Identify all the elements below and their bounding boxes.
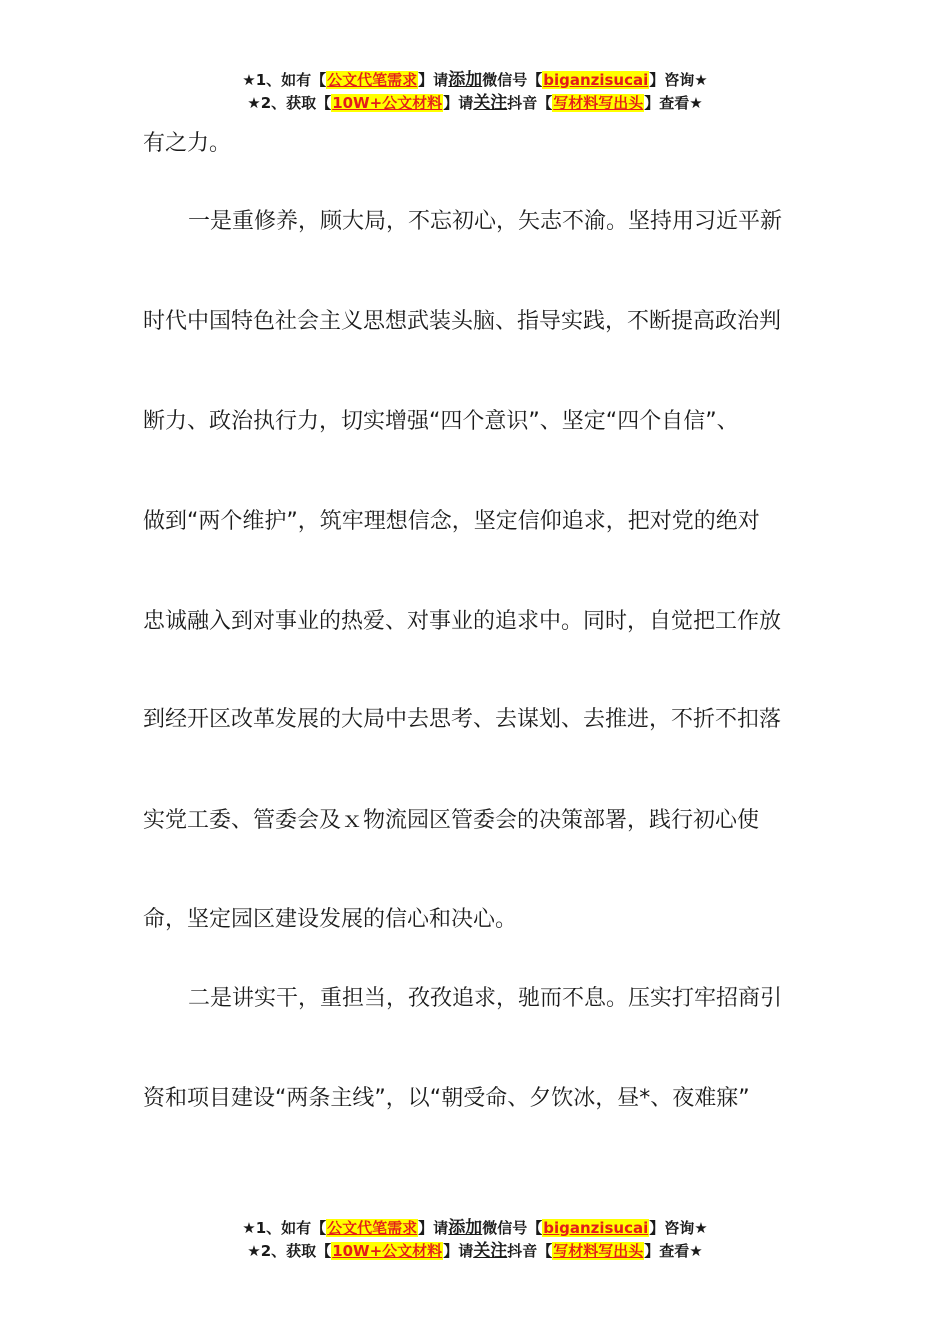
highlight-douyin-id: 写材料写出头 bbox=[553, 94, 644, 112]
banner-text: ★2、获取【 bbox=[247, 1242, 332, 1260]
banner-text: 】咨询★ bbox=[649, 1219, 708, 1237]
paragraph-start-line: 一是重修养，顾大局，不忘初心，矢志不渝。坚持用习近平新 bbox=[188, 209, 783, 234]
footer-banner bbox=[0, 1217, 950, 1263]
highlight-materials: 10W+公文材料 bbox=[332, 94, 443, 112]
highlight-wechat-id: biganzisucai bbox=[543, 1219, 649, 1237]
body-line: 命，坚定园区建设发展的信心和决心。 bbox=[143, 907, 518, 932]
banner-text: 抖音【 bbox=[507, 1242, 553, 1260]
body-line: 到经开区改革发展的大局中去思考、去谋划、去推进，不折不扣落 bbox=[143, 707, 782, 732]
banner-text: ★1、如有【 bbox=[242, 71, 327, 89]
paragraph-start-line: 二是讲实干，重担当，孜孜追求，驰而不息。压实打牢招商引 bbox=[188, 986, 783, 1011]
banner-text: 微信号【 bbox=[482, 71, 543, 89]
banner-text: 】请 bbox=[418, 1219, 449, 1237]
banner-text: ★1、如有【 bbox=[242, 1219, 327, 1237]
highlight-wechat-id: biganzisucai bbox=[543, 71, 649, 89]
emphasis-add: 添加 bbox=[448, 1218, 483, 1238]
body-line: 做到“两个维护”，筑牢理想信念，坚定信仰追求，把对党的绝对 bbox=[143, 509, 760, 534]
body-line: 时代中国特色社会主义思想武装头脑、指导实践，不断提高政治判 bbox=[143, 309, 782, 334]
emphasis-follow: 关注 bbox=[473, 93, 508, 113]
emphasis-follow: 关注 bbox=[473, 1241, 508, 1261]
banner-text: 】请 bbox=[443, 1242, 474, 1260]
banner-line-2 bbox=[0, 1240, 950, 1263]
banner-text: 】查看★ bbox=[644, 94, 703, 112]
body-line: 资和项目建设“两条主线”，以“朝受命、夕饮冰，昼*、夜难寐” bbox=[143, 1086, 750, 1111]
highlight-service: 公文代笔需求 bbox=[327, 71, 418, 89]
highlight-service: 公文代笔需求 bbox=[327, 1219, 418, 1237]
banner-line-2 bbox=[0, 92, 950, 115]
banner-text: 抖音【 bbox=[507, 94, 553, 112]
highlight-douyin-id: 写材料写出头 bbox=[553, 1242, 644, 1260]
emphasis-add: 添加 bbox=[448, 70, 483, 90]
banner-line-1 bbox=[0, 69, 950, 92]
banner-line-1 bbox=[0, 1217, 950, 1240]
banner-text: 】咨询★ bbox=[649, 71, 708, 89]
banner-text: ★2、获取【 bbox=[247, 94, 332, 112]
body-line: 实党工委、管委会及ｘ物流园区管委会的决策部署，践行初心使 bbox=[143, 808, 760, 833]
highlight-materials: 10W+公文材料 bbox=[332, 1242, 443, 1260]
body-line: 断力、政治执行力，切实增强“四个意识”、坚定“四个自信”、 bbox=[143, 409, 739, 434]
body-line: 有之力。 bbox=[143, 131, 232, 156]
body-line: 忠诚融入到对事业的热爱、对事业的追求中。同时，自觉把工作放 bbox=[143, 609, 782, 634]
banner-text: 】请 bbox=[443, 94, 474, 112]
header-banner bbox=[0, 69, 950, 115]
banner-text: 】查看★ bbox=[644, 1242, 703, 1260]
banner-text: 微信号【 bbox=[482, 1219, 543, 1237]
banner-text: 】请 bbox=[418, 71, 449, 89]
